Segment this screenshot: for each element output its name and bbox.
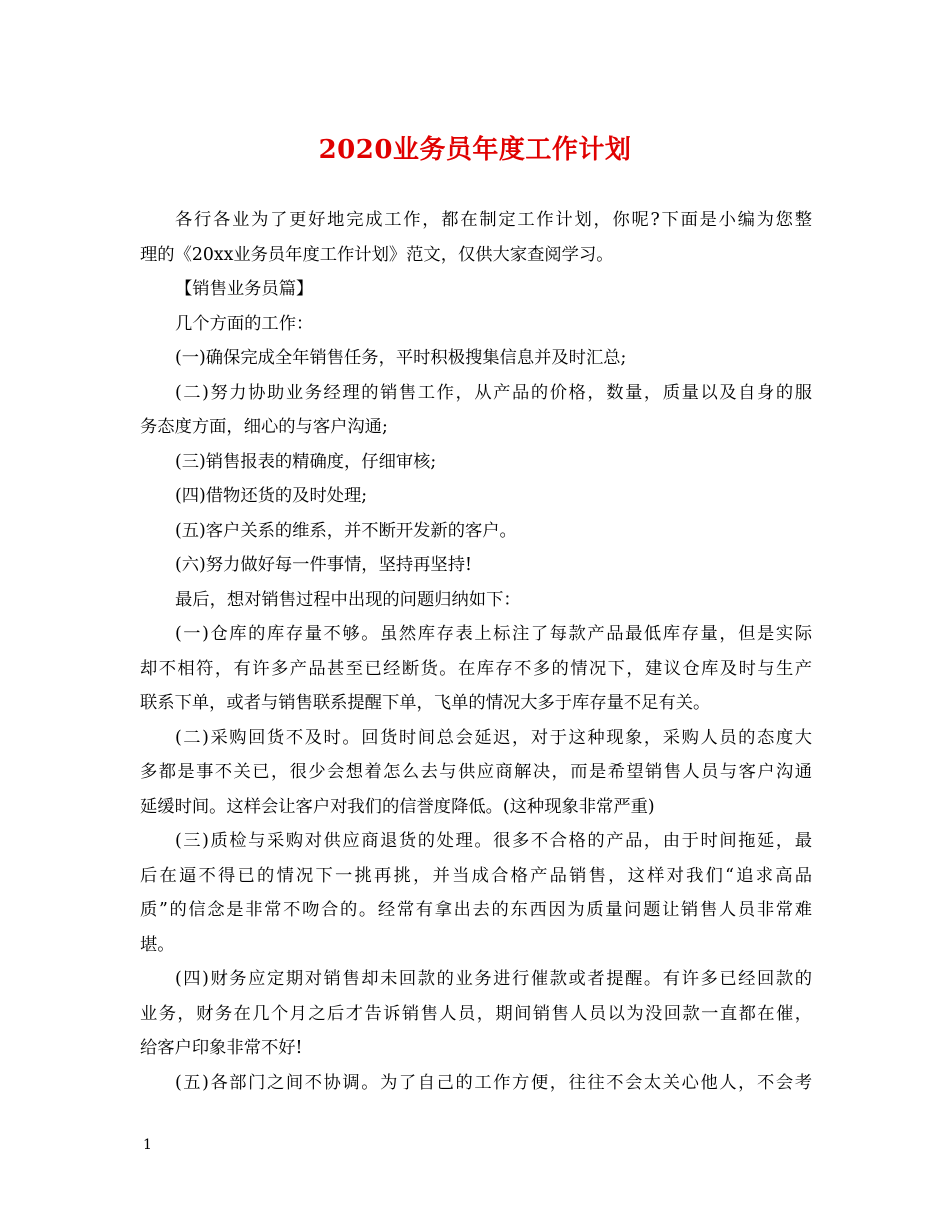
page-number: 1 (143, 1137, 152, 1153)
list-item: (六)努力做好每一件事情，坚持再坚持! (175, 555, 472, 575)
list-item-continuation: 给客户印象非常不好! (140, 1038, 303, 1058)
list-item: (二)努力协助业务经理的销售工作，从产品的价格，数量，质量以及自身的服 (175, 382, 812, 403)
list-item-continuation: 业务，财务在几个月之后才告诉销售人员，期间销售人员以为没回款一直都在催， (140, 1003, 812, 1024)
list-item-continuation: 联系下单，或者与销售联系提醒下单，飞单的情况大多于库存量不足有关。 (140, 693, 711, 713)
list-item-continuation: 堪。 (140, 934, 175, 955)
list-item: (一)仓库的库存量不够。虽然库存表上标注了每款产品最低库存量，但是实际 (175, 624, 812, 644)
section-heading: 【销售业务员篇】 (175, 279, 314, 299)
document-title: 2020业务员年度工作计划 (318, 135, 632, 165)
list-item: (二)采购回货不及时。回货时间总会延迟，对于这种现象，采购人员的态度大 (175, 727, 812, 748)
list-item: (四)借物还货的及时处理; (175, 486, 368, 506)
paragraph-line: 理的《20xx业务员年度工作计划》范文，仅供大家查阅学习。 (140, 244, 614, 265)
list-item: (五)各部门之间不协调。为了自己的工作方便，往往不会太关心他人，不会考 (175, 1072, 812, 1093)
paragraph-line: 最后，想对销售过程中出现的问题归纳如下： (175, 589, 521, 610)
paragraph-line: 几个方面的工作： (175, 313, 314, 334)
list-item-continuation: 质”的信念是非常不吻合的。经常有拿出去的东西因为质量问题让销售人员非常难 (140, 900, 812, 920)
document-body (140, 203, 812, 1100)
list-item-continuation: 后在逼不得已的情况下一挑再挑，并当成合格产品销售，这样对我们“追求高品 (140, 865, 812, 886)
list-item-continuation: 多都是事不关已，很少会想着怎么去与供应商解决，而是希望销售人员与客户沟通 (140, 762, 812, 782)
list-item: (五)客户关系的维系，并不断开发新的客户。 (175, 520, 517, 541)
list-item: (三)质检与采购对供应商退货的处理。很多不合格的产品，由于时间拖延，最 (175, 831, 812, 851)
list-item: (三)销售报表的精确度，仔细审核; (175, 451, 437, 472)
list-item: (四)财务应定期对销售却未回款的业务进行催款或者提醒。有许多已经回款的 (175, 969, 812, 989)
list-item-continuation: 延缓时间。这样会让客户对我们的信誉度降低。(这种现象非常严重) (140, 796, 655, 817)
list-item-continuation: 务态度方面，细心的与客户沟通; (140, 417, 388, 437)
list-item-continuation: 却不相符，有许多产品甚至已经断货。在库存不多的情况下，建议仓库及时与生产 (140, 658, 812, 679)
list-item: (一)确保完成全年销售任务，平时积极搜集信息并及时汇总; (175, 348, 627, 368)
paragraph-line: 各行各业为了更好地完成工作，都在制定工作计划，你呢?下面是小编为您整 (175, 210, 812, 230)
